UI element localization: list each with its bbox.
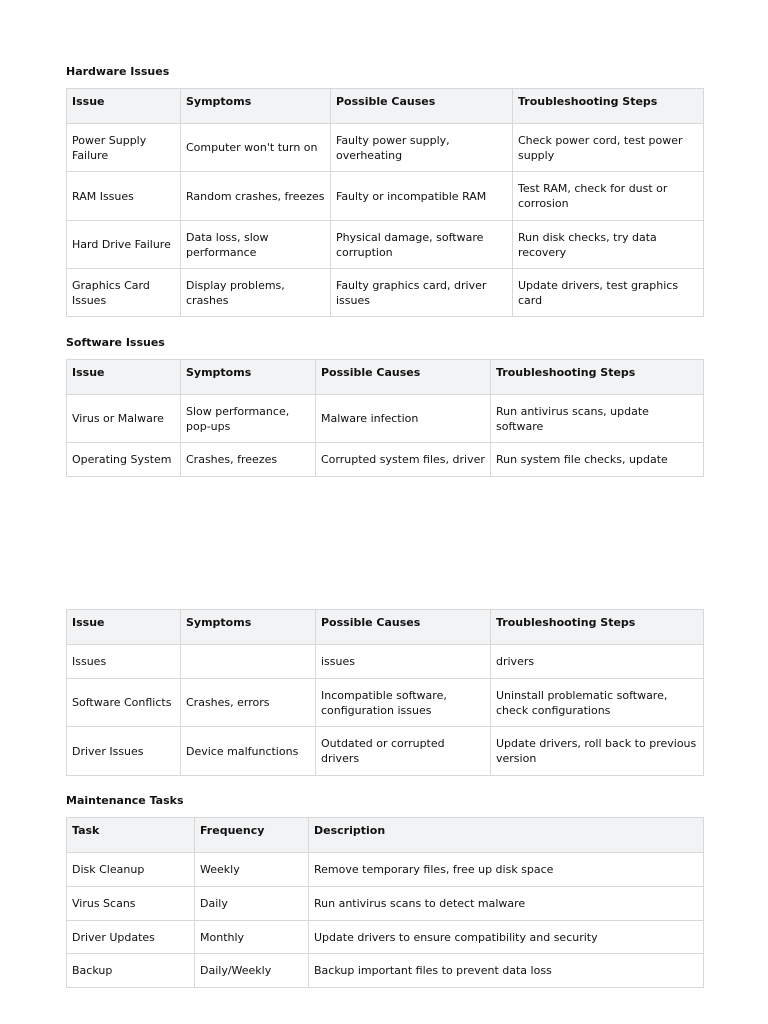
table-row: [67, 853, 704, 887]
table-cell: Faulty graphics card, driver issues: [331, 269, 513, 317]
table-cell: Outdated or corrupted drivers: [316, 727, 491, 776]
table-row: [67, 443, 704, 477]
column-header: Issue: [67, 360, 181, 395]
table-cell: Disk Cleanup: [67, 853, 195, 887]
table-cell: Device malfunctions: [181, 727, 316, 776]
table-cell: Power Supply Failure: [67, 124, 181, 172]
table-cell: Run antivirus scans to detect malware: [309, 887, 704, 921]
table-cell: drivers: [491, 645, 704, 679]
table-cell: Virus or Malware: [67, 395, 181, 443]
table-cell: Backup important files to prevent data loss: [309, 954, 704, 988]
table-row: [67, 221, 704, 269]
column-header: Issue: [67, 89, 181, 124]
table-header-row: [67, 360, 704, 395]
table-cell: Slow performance, pop-ups: [181, 395, 316, 443]
table-cell: Run antivirus scans, update software: [491, 395, 704, 443]
software-issues-section: [66, 336, 165, 350]
maintenance-tasks-table: [66, 817, 704, 988]
table-cell: [181, 645, 316, 679]
table-cell: Faulty or incompatible RAM: [331, 172, 513, 221]
column-header: Possible Causes: [316, 610, 491, 645]
table-cell: Operating System: [67, 443, 181, 477]
table-cell: Issues: [67, 645, 181, 679]
table-row: [67, 395, 704, 443]
table-row: [67, 954, 704, 988]
software-issues-continued-table: [66, 609, 704, 776]
table-cell: Software Conflicts: [67, 679, 181, 727]
table-header-row: [67, 610, 704, 645]
hardware-issues-section: [66, 65, 169, 79]
table-cell: Hard Drive Failure: [67, 221, 181, 269]
software-issues-table: [66, 359, 704, 477]
table-cell: Daily/Weekly: [195, 954, 309, 988]
table-cell: Check power cord, test power supply: [513, 124, 704, 172]
hardware-issues-table: [66, 88, 704, 317]
column-header: Troubleshooting Steps: [491, 610, 704, 645]
software-issues-table-wrap: [66, 359, 704, 477]
maintenance-tasks-section: [66, 794, 184, 808]
column-header: Task: [67, 818, 195, 853]
table-cell: Daily: [195, 887, 309, 921]
table-cell: Backup: [67, 954, 195, 988]
table-row: [67, 921, 704, 954]
column-header: Troubleshooting Steps: [513, 89, 704, 124]
table-row: [67, 727, 704, 776]
table-cell: Random crashes, freezes: [181, 172, 331, 221]
table-cell: Crashes, freezes: [181, 443, 316, 477]
table-cell: Data loss, slow performance: [181, 221, 331, 269]
table-cell: Corrupted system files, driver: [316, 443, 491, 477]
column-header: Troubleshooting Steps: [491, 360, 704, 395]
table-cell: Run system file checks, update: [491, 443, 704, 477]
column-header: Frequency: [195, 818, 309, 853]
table-cell: Graphics Card Issues: [67, 269, 181, 317]
table-cell: Update drivers to ensure compatibility and security: [309, 921, 704, 954]
table-cell: Uninstall problematic software, check configurations: [491, 679, 704, 727]
table-row: [67, 172, 704, 221]
table-cell: Remove temporary files, free up disk space: [309, 853, 704, 887]
table-row: [67, 269, 704, 317]
column-header: Issue: [67, 610, 181, 645]
table-header-row: [67, 818, 704, 853]
table-cell: Monthly: [195, 921, 309, 954]
table-row: [67, 645, 704, 679]
table-cell: Display problems, crashes: [181, 269, 331, 317]
table-cell: Update drivers, roll back to previous version: [491, 727, 704, 776]
table-cell: Run disk checks, try data recovery: [513, 221, 704, 269]
table-cell: Weekly: [195, 853, 309, 887]
table-cell: Test RAM, check for dust or corrosion: [513, 172, 704, 221]
table-cell: Crashes, errors: [181, 679, 316, 727]
table-cell: Update drivers, test graphics card: [513, 269, 704, 317]
table-row: [67, 679, 704, 727]
column-header: Symptoms: [181, 360, 316, 395]
table-cell: Driver Issues: [67, 727, 181, 776]
maintenance-tasks-table-wrap: [66, 817, 704, 988]
column-header: Possible Causes: [316, 360, 491, 395]
table-cell: RAM Issues: [67, 172, 181, 221]
table-cell: Incompatible software, configuration issues: [316, 679, 491, 727]
table-cell: Faulty power supply, overheating: [331, 124, 513, 172]
column-header: Description: [309, 818, 704, 853]
table-row: [67, 887, 704, 921]
hardware-issues-table-wrap: [66, 88, 704, 317]
table-cell: Virus Scans: [67, 887, 195, 921]
table-cell: Physical damage, software corruption: [331, 221, 513, 269]
table-cell: Computer won't turn on: [181, 124, 331, 172]
table-cell: issues: [316, 645, 491, 679]
column-header: Symptoms: [181, 89, 331, 124]
section-title: Maintenance Tasks: [66, 794, 184, 807]
section-title: Hardware Issues: [66, 65, 170, 78]
table-row: [67, 124, 704, 172]
table-header-row: [67, 89, 704, 124]
table-cell: Malware infection: [316, 395, 491, 443]
section-title: Software Issues: [66, 336, 165, 349]
column-header: Symptoms: [181, 610, 316, 645]
column-header: Possible Causes: [331, 89, 513, 124]
table-cell: Driver Updates: [67, 921, 195, 954]
software-issues-continued-table-wrap: [66, 609, 704, 776]
